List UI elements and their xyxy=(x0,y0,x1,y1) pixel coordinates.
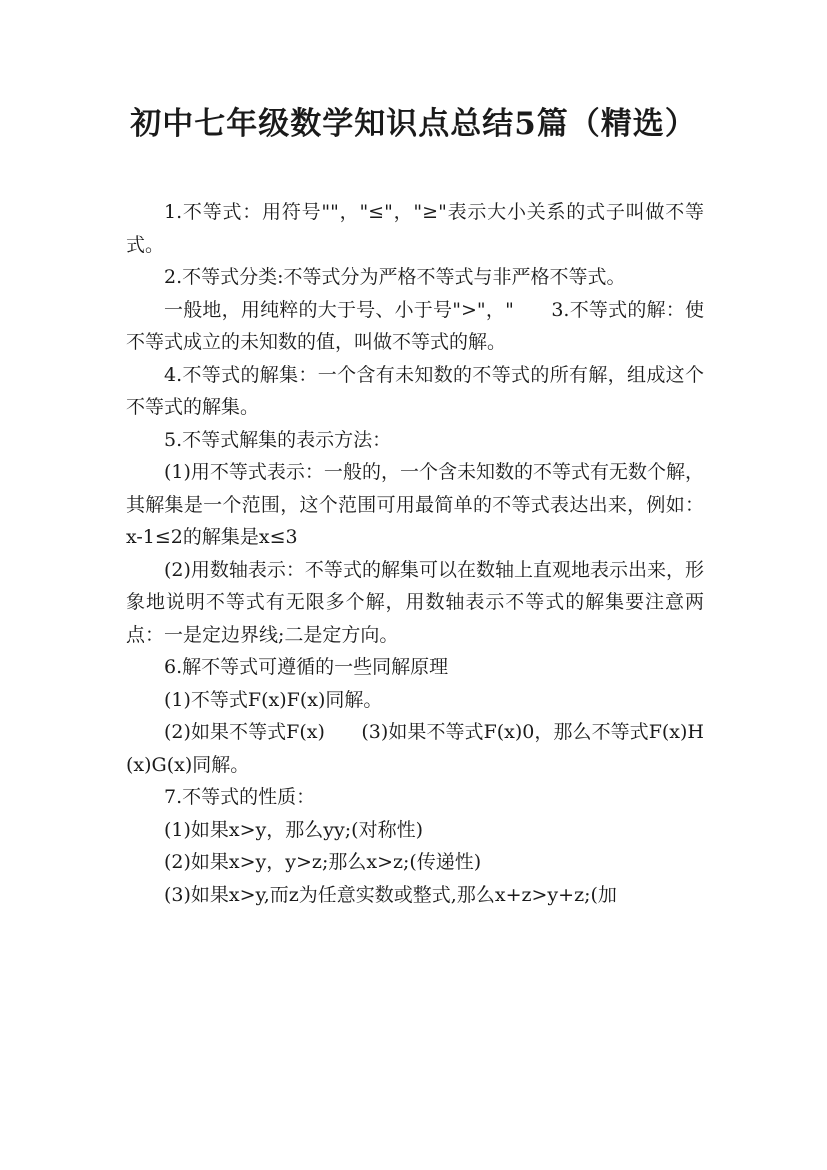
paragraph: 6.解不等式可遵循的一些同解原理 xyxy=(164,656,449,678)
paragraph: 1.不等式：用符号""，"≤"，"≥"表示大小关系的式子叫做不等式。 xyxy=(126,201,704,256)
paragraph: 4.不等式的解集：一个含有未知数的不等式的所有解，组成这个不等式的解集。 xyxy=(126,363,704,418)
paragraph: 一般地，用纯粹的大于号、小于号">"，" 3.不等式的解：使不等式成立的未知数的值，叫做不等式的解。 xyxy=(126,298,704,353)
document-title: 初中七年级数学知识点总结5篇（精选） xyxy=(130,106,697,142)
paragraph: 2.不等式分类:不等式分为严格不等式与非严格不等式。 xyxy=(164,266,626,288)
paragraph: (3)如果x>y,而z为任意实数或整式,那么x+z>y+z;(加 xyxy=(164,883,617,906)
document-body xyxy=(126,196,704,911)
paragraph: (1)如果x>y，那么yy;(对称性) xyxy=(164,818,423,841)
paragraph: (2)如果x>y，y>z;那么x>z;(传递性) xyxy=(164,851,482,873)
paragraph: 7.不等式的性质： xyxy=(164,786,316,808)
paragraph: (1)用不等式表示：一般的，一个含未知数的不等式有无数个解，其解集是一个范围，这个范围可用最简单的不等式表达出来，例如：x-1≤2的解集是x≤3 xyxy=(126,461,704,548)
paragraph: (1)不等式F(x)F(x)同解。 xyxy=(164,688,383,711)
paragraph: 5.不等式解集的表示方法： xyxy=(164,428,392,451)
paragraph: (2)如果不等式F(x) (3)如果不等式F(x)0，那么不等式F(x)H(x)G(x)同解。 xyxy=(126,721,704,776)
paragraph: (2)用数轴表示：不等式的解集可以在数轴上直观地表示出来，形象地说明不等式有无限多个解，用数轴表示不等式的解集要注意两点：一是定边界线;二是定方向。 xyxy=(126,558,704,646)
